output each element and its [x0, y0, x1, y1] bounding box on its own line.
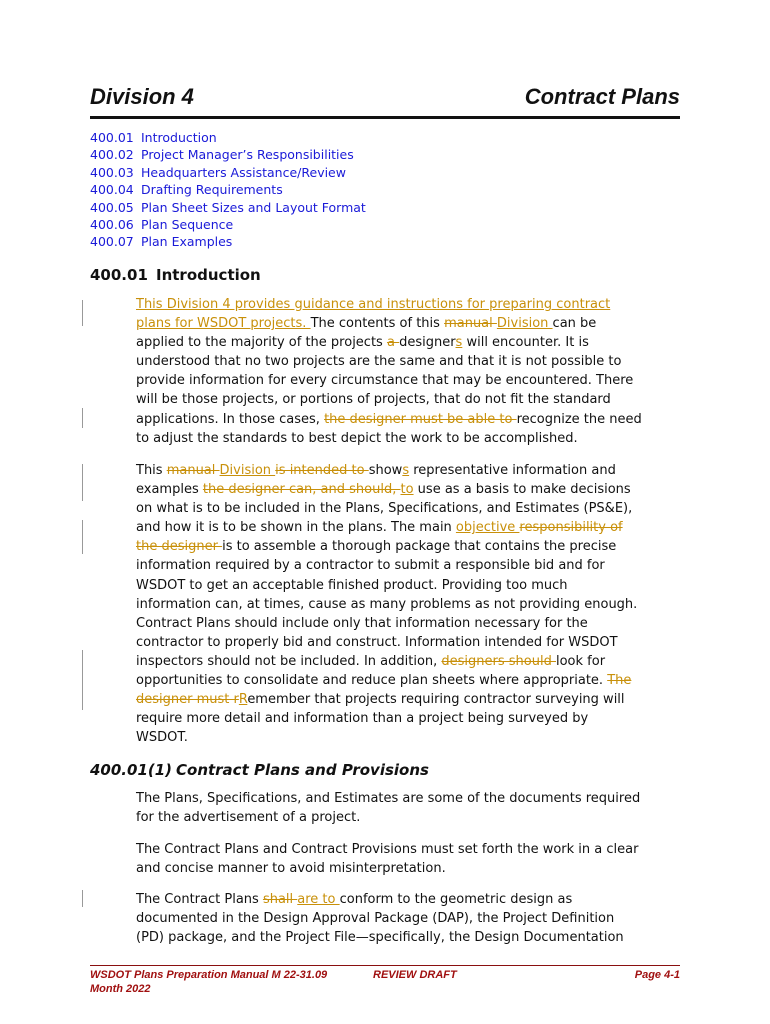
body-text: understood that no two projects are the same and that it is not possible to: [136, 354, 622, 370]
change-bar: [82, 890, 83, 907]
deleted-text: a: [386, 335, 400, 351]
change-bar: [82, 300, 83, 326]
deleted-text: The: [607, 673, 632, 689]
footer-status: REVIEW DRAFT: [373, 969, 457, 981]
toc-link[interactable]: [90, 181, 366, 198]
toc-number: 400.06: [90, 217, 134, 233]
plans-paragraph-2: [136, 840, 696, 878]
body-text: opportunities to consolidate and reduce plan sheets where appropriate.: [136, 673, 608, 689]
text-line: [136, 518, 696, 537]
text-line: [136, 595, 696, 614]
toc-number: 400.05: [90, 199, 134, 215]
text-line: [136, 371, 696, 390]
text-line: [136, 295, 696, 314]
toc-number: 400.03: [90, 164, 134, 180]
body-text: is to assemble a thorough package that contains the precise: [222, 539, 617, 555]
inserted-text: to: [400, 482, 414, 498]
toc-link[interactable]: [90, 199, 366, 216]
text-line: [136, 390, 696, 409]
body-text: The Contract Plans and Contract Provisions must set forth the work in a clear: [136, 842, 639, 857]
body-text: Contract Plans should include only that information necessary for the: [136, 615, 588, 631]
body-text: (PD) package, and the Project File—specifically, the Design Documentation: [136, 930, 624, 946]
footer-page-number: Page 4-1: [634, 969, 680, 981]
change-bar: [82, 480, 83, 501]
text-line: [136, 314, 696, 333]
body-text: inspectors should not be included. In addition,: [136, 653, 442, 669]
toc-number: 400.01: [90, 130, 134, 145]
deleted-text: the designer must be able to: [324, 411, 517, 427]
body-text: documented in the Design Approval Package (DAP), the Project Definition: [136, 911, 615, 927]
text-line: [136, 429, 696, 448]
text-line: [136, 461, 696, 480]
text-line: [136, 537, 696, 556]
body-text: recognize the need: [516, 411, 642, 427]
subsection-number: 400.01(1): [90, 761, 173, 779]
intro-paragraph-2: [136, 461, 696, 747]
intro-paragraph-1: [136, 295, 696, 448]
text-line: [136, 410, 696, 429]
table-of-contents: [90, 129, 366, 251]
inserted-text: objective: [455, 520, 520, 536]
inserted-text: are to: [297, 892, 340, 907]
body-text: will be those projects, or portions of projects, that do not fit the standard: [136, 392, 611, 408]
text-line: [136, 690, 696, 709]
plans-paragraph-3: [136, 890, 696, 947]
division-header: [90, 84, 680, 119]
change-bar: [82, 408, 83, 428]
deleted-text: manual: [166, 463, 220, 478]
subsection-title: Contract Plans and Provisions: [176, 761, 429, 779]
toc-link[interactable]: [90, 216, 366, 233]
inserted-text: Division: [219, 463, 276, 478]
change-bar: [82, 650, 83, 710]
body-text: representative information and: [409, 463, 616, 478]
body-text: information required by a contractor to submit a responsible bid and for: [136, 558, 605, 574]
subsection-heading: [90, 761, 429, 779]
toc-link[interactable]: [90, 164, 366, 181]
body-text: provide information for every circumstance that may be encountered. There: [136, 373, 634, 389]
text-line: [136, 709, 696, 728]
body-text: applied to the majority of the projects: [136, 335, 387, 351]
page-footer: [90, 965, 680, 995]
toc-number: 400.04: [90, 182, 134, 198]
body-text: and concise manner to avoid misinterpretation.: [136, 861, 446, 877]
deleted-text: manual: [444, 316, 497, 332]
toc-title: Drafting Requirements: [141, 182, 283, 198]
body-text: conform to the geometric design as: [339, 892, 573, 907]
deleted-text: responsibility of: [519, 520, 623, 536]
body-text: WSDOT.: [136, 730, 188, 746]
body-text: require more detail and information than a project being surveyed by: [136, 711, 589, 727]
text-line: [136, 808, 696, 827]
toc-title: Plan Examples: [141, 234, 233, 250]
text-line: [136, 671, 696, 690]
body-text: examples: [136, 482, 203, 498]
deleted-text: the designer can, and should,: [202, 482, 401, 498]
text-line: [136, 859, 696, 878]
body-text: and how it is to be shown in the plans. The main: [136, 520, 456, 536]
deleted-text: designer: [161, 539, 223, 555]
body-text: for the advertisement of a project.: [136, 810, 361, 826]
body-text: can be: [552, 316, 597, 332]
body-text: emember that projects requiring contractor surveying will: [247, 692, 625, 708]
body-text: This: [136, 463, 167, 478]
footer-date: Month 2022: [90, 983, 151, 995]
toc-title: Plan Sheet Sizes and Layout Format: [141, 199, 366, 215]
section-heading: [90, 266, 261, 284]
text-line: [136, 890, 696, 909]
toc-link[interactable]: [90, 233, 366, 250]
toc-title: Introduction: [141, 130, 217, 145]
body-text: WSDOT to get an acceptable finished product. Providing too much: [136, 577, 568, 593]
body-text: The contents of this: [310, 316, 445, 332]
text-line: [136, 840, 696, 859]
body-text: on what is to be included in the Plans, Specifications, and Estimates (PS&E),: [136, 501, 633, 517]
inserted-text: This Division 4 provides guidance and instructions for preparing contract: [136, 297, 611, 312]
body-text: The Plans, Specifications, and Estimates are some of the documents required: [136, 791, 641, 806]
toc-title: Project Manager’s Responsibilities: [141, 147, 354, 163]
inserted-text: plans for WSDOT projects.: [136, 316, 311, 332]
change-bar: [82, 520, 83, 554]
text-line: [136, 480, 696, 499]
text-line: [136, 909, 696, 928]
toc-number: 400.07: [90, 234, 134, 250]
deleted-text: designer must r: [136, 692, 239, 708]
inserted-text: Division: [496, 316, 553, 332]
text-line: [136, 556, 696, 575]
footer-manual: WSDOT Plans Preparation Manual M 22-31.09: [90, 969, 328, 981]
division-label: Division 4: [90, 84, 194, 109]
body-text: The Contract Plans: [136, 892, 263, 907]
text-line: [136, 333, 696, 352]
text-line: [136, 652, 696, 671]
section-title: Introduction: [156, 266, 261, 284]
text-line: [136, 928, 696, 947]
text-line: [136, 728, 696, 747]
deleted-text: shall: [262, 892, 298, 907]
body-text: information can, at times, cause as many problems as not providing enough.: [136, 596, 638, 612]
body-text: to adjust the standards to best depict the work to be accomplished.: [136, 430, 578, 446]
toc-title: Plan Sequence: [141, 217, 234, 233]
text-line: [136, 499, 696, 518]
body-text: designer: [399, 335, 456, 351]
section-number: 400.01: [90, 266, 148, 284]
text-line: [136, 352, 696, 371]
plans-paragraph-1: [136, 789, 696, 827]
deleted-text: designers should: [441, 653, 556, 669]
text-line: [136, 633, 696, 652]
toc-number: 400.02: [90, 147, 134, 163]
body-text: will encounter. It is: [462, 335, 589, 351]
text-line: [136, 576, 696, 595]
toc-link[interactable]: [90, 146, 366, 163]
body-text: look for: [555, 653, 606, 669]
toc-title: Headquarters Assistance/Review: [141, 164, 346, 180]
text-line: [136, 789, 696, 808]
inserted-text: s: [402, 463, 410, 478]
deleted-text: the: [136, 539, 162, 555]
inserted-text: R: [238, 692, 248, 708]
toc-link[interactable]: [90, 129, 366, 146]
division-title: Contract Plans: [524, 84, 680, 109]
body-text: applications. In those cases,: [136, 411, 325, 427]
body-text: use as a basis to make decisions: [413, 482, 631, 498]
body-text: show: [368, 463, 403, 478]
body-text: contractor to properly bid and construct. Information intended for WSDOT: [136, 634, 618, 650]
text-line: [136, 614, 696, 633]
deleted-text: is intended to: [275, 463, 369, 478]
inserted-text: s: [455, 335, 463, 351]
